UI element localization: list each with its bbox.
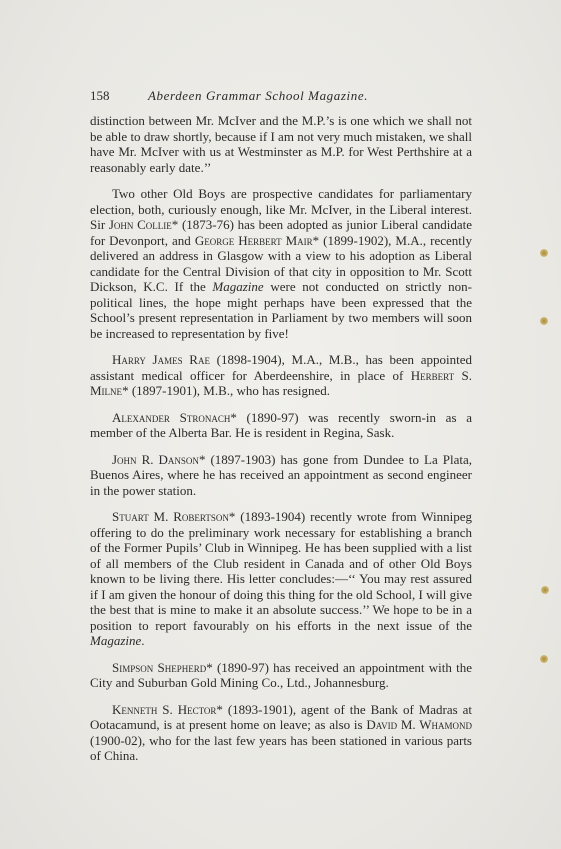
- person-name: Kenneth S. Hector: [112, 701, 217, 717]
- person-name: Herbert S. Milne: [90, 367, 472, 398]
- text-run: were not conducted on strictly non-political lines, the hope might perhaps have been expressed that the School’s present representation in Parliament by two members will soon be increased to representation by five!: [90, 279, 472, 341]
- person-name: David M. Whamond: [366, 717, 472, 732]
- text-run: * (1873-76) has been adopted as junior Liberal candidate for Devonport, and: [90, 217, 472, 248]
- text-run: * (1899-1902), M.A., recently delivered an address in Glasgow with a view to his adoption as Liberal candidate for the Central Division of that city in opposition to Mr. Scott Dickson, K.C. If the: [90, 232, 472, 294]
- person-name: John R. Danson: [112, 451, 199, 467]
- paragraph-p4: [90, 410, 472, 441]
- person-name: George Herbert Mair: [194, 232, 313, 248]
- text-run: * (1890-97) was recently sworn-in as a member of the Alberta Bar. He is resident in Regina, Sask.: [90, 409, 472, 440]
- person-name: Stuart M. Robertson: [112, 509, 229, 524]
- binding-hole-mark: [541, 586, 549, 594]
- text-run: distinction between Mr. McIver and the M.P.’s is one which we shall not be able to draw shortly, because if I am not very much mistaken, we shall have Mr. McIver with us at Westminster as M.P. for West Perthshire at a reasonably early date.’’: [90, 113, 472, 175]
- person-name: John Collie: [108, 217, 172, 232]
- paragraph-p2: [90, 186, 472, 341]
- paragraph-p8: [90, 702, 472, 764]
- paragraph-p5: [90, 452, 472, 499]
- text-run: * (1890-97) has received an appointment with the City and Suburban Gold Mining Co., Ltd., Johannesburg.: [90, 659, 472, 690]
- page-number: 158: [90, 88, 110, 103]
- person-name: Alexander Stronach: [112, 409, 231, 425]
- text-run: * (1897-1901), M.B., who has resigned.: [122, 383, 331, 398]
- person-name: Simpson Shepherd: [112, 659, 207, 675]
- magazine-title-italic: Magazine: [212, 279, 264, 294]
- journal-title: Aberdeen Grammar School Magazine.: [148, 88, 369, 103]
- magazine-title-italic: Magazine: [90, 633, 142, 648]
- text-run: * (1893-1901), agent of the Bank of Madras at Ootacamund, is at present home on leave; as also is: [90, 701, 472, 732]
- text-run: (1900-02), who for the last few years has been stationed in various parts of China.: [90, 732, 472, 763]
- article-body: [90, 113, 472, 775]
- text-run: Two other Old Boys are prospective candidates for parliamentary election, both, curiously enough, like Mr. McIver, in the Liberal interest. Sir: [90, 186, 472, 232]
- text-run: * (1897-1903) has gone from Dundee to La Plata, Buenos Aires, where he has received an appointment as second engineer in the power station.: [90, 451, 473, 498]
- binding-hole-mark: [540, 249, 548, 257]
- text-run: * (1893-1904) recently wrote from Winnipeg offering to do the preliminary work necessary for establishing a branch of the Former Pupils’ Club in Winnipeg. He has been supplied with a list of all members of the Club resident in Canada and of other Old Boys known to be living there. His letter concludes:—‘‘ You may rest assured if I am given the honour of doing this thing for the old School, I will give the best that is mine to make it an absolute success.’’ We hope to be in a position to report favourably on his efforts in the next issue of the: [90, 509, 472, 633]
- binding-hole-mark: [540, 655, 548, 663]
- person-name: Harry James Rae: [112, 352, 210, 367]
- text-run: .: [141, 633, 145, 648]
- paragraph-p6: [90, 509, 472, 649]
- text-run: (1898-1904), M.A., M.B., has been appointed assistant medical officer for Aberdeenshire, in place of: [90, 352, 472, 383]
- binding-hole-mark: [540, 317, 548, 325]
- paragraph-p3: [90, 352, 472, 399]
- paragraph-p1: [90, 113, 472, 175]
- paragraph-p7: [90, 660, 472, 691]
